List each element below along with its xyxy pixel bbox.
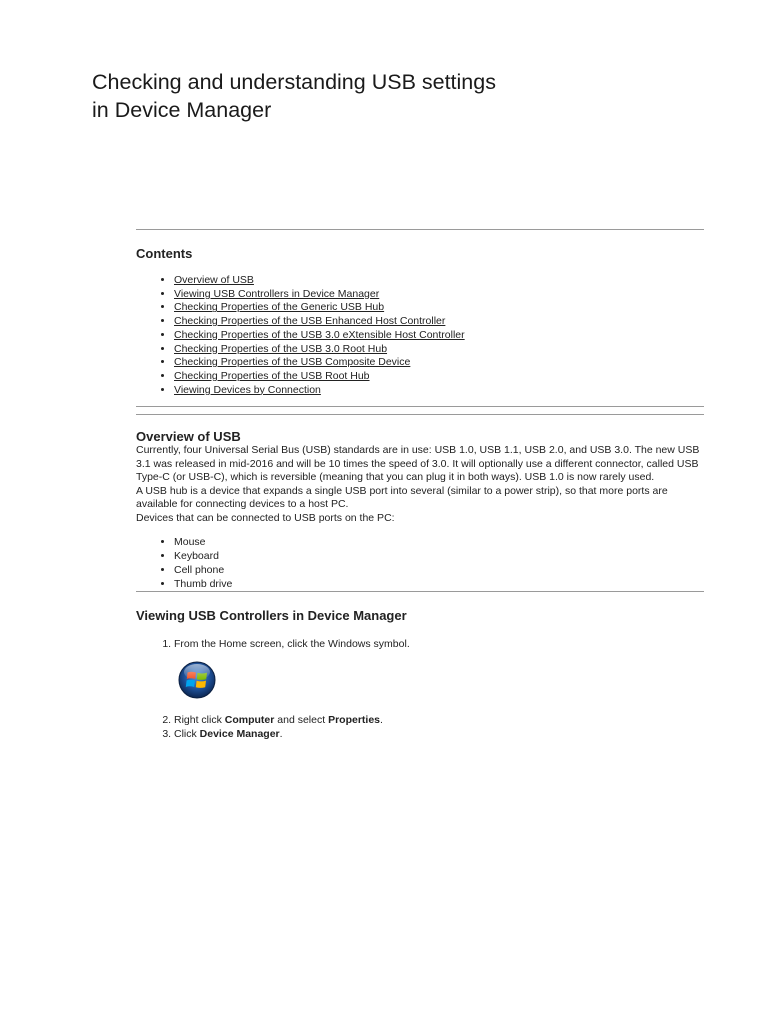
step-2-text: Right click — [174, 714, 225, 727]
steps-list — [136, 637, 704, 741]
windows-start-orb-icon — [178, 661, 218, 701]
viewing-controllers-heading: Viewing USB Controllers in Device Manager — [136, 608, 407, 624]
toc-item — [174, 315, 704, 329]
list-item: • Keyboard — [174, 549, 704, 563]
toc-link-overview[interactable]: Overview of USB — [174, 274, 254, 286]
toc-link-devices-by-connection[interactable]: Viewing Devices by Connection — [174, 383, 321, 396]
toc-link-generic-hub[interactable]: Checking Properties of the Generic USB Hub — [174, 301, 385, 314]
divider — [136, 229, 704, 230]
step-2 — [174, 713, 704, 727]
toc-item — [174, 370, 704, 384]
list-item: • Mouse — [174, 535, 704, 549]
overview-paragraph-2: A USB hub is a device that expands a single USB port into several (similar to a power strip), so that more ports are available for connecting devices to a host PC. — [136, 484, 668, 511]
computer-label: Computer — [224, 714, 275, 727]
toc-item — [174, 301, 704, 315]
list-item: • Cell phone — [174, 563, 704, 577]
double-divider — [136, 406, 704, 415]
step-2-text: . — [380, 714, 383, 727]
toc-item — [174, 288, 704, 302]
device-manager-label: Device Manager — [199, 728, 280, 741]
page-title-line-1: Checking and understanding USB settings — [92, 70, 496, 94]
toc-item — [174, 343, 704, 357]
toc-item — [174, 274, 704, 288]
document-body — [136, 229, 704, 741]
device-list — [136, 535, 704, 591]
page-title — [92, 68, 692, 124]
step-3-text: . — [279, 728, 283, 741]
step-2-text: and select — [274, 714, 329, 727]
divider — [136, 414, 704, 415]
toc-link-usb3-root-hub[interactable]: Checking Properties of the USB 3.0 Root Hub — [174, 342, 388, 355]
table-of-contents — [136, 274, 704, 397]
list-item: • Thumb drive — [174, 577, 704, 591]
toc-item — [174, 329, 704, 343]
toc-item — [174, 384, 704, 398]
divider — [136, 591, 704, 592]
page-title-line-2: in Device Manager — [92, 98, 272, 122]
step-1 — [174, 637, 704, 701]
overview-paragraph-3: Devices that can be connected to USB ports on the PC: — [136, 511, 395, 524]
step-3-text: Click — [174, 728, 200, 741]
step-3 — [174, 727, 704, 741]
toc-link-composite-device[interactable]: Checking Properties of the USB Composite Device — [174, 356, 411, 369]
divider — [136, 406, 704, 407]
step-1-text: From the Home screen, click the Windows symbol. — [174, 638, 410, 651]
toc-link-extensible-host-controller[interactable]: Checking Properties of the USB 3.0 eXtensible Host Controller — [174, 328, 465, 341]
toc-link-root-hub[interactable]: Checking Properties of the USB Root Hub — [174, 369, 370, 382]
overview-paragraph-1: Currently, four Universal Serial Bus (USB) standards are in use: USB 1.0, USB 1.1, USB 2.0, and USB 3.0. The new USB 3.1 was released in mid-2016 and will be 10 times the speed of 3.0. It will optionally use a different connector, called USB Type-C (or USB-C), which is reversible (meaning that you can plug it in both ways). USB 1.0 is now rarely used. — [136, 444, 700, 484]
toc-item — [174, 356, 704, 370]
contents-heading: Contents — [136, 246, 193, 261]
toc-link-viewing-controllers[interactable]: Viewing USB Controllers in Device Manager — [174, 287, 380, 300]
properties-label: Properties — [328, 714, 380, 727]
overview-heading: Overview of USB — [136, 429, 241, 445]
toc-link-enhanced-host-controller[interactable]: Checking Properties of the USB Enhanced Host Controller — [174, 315, 446, 328]
